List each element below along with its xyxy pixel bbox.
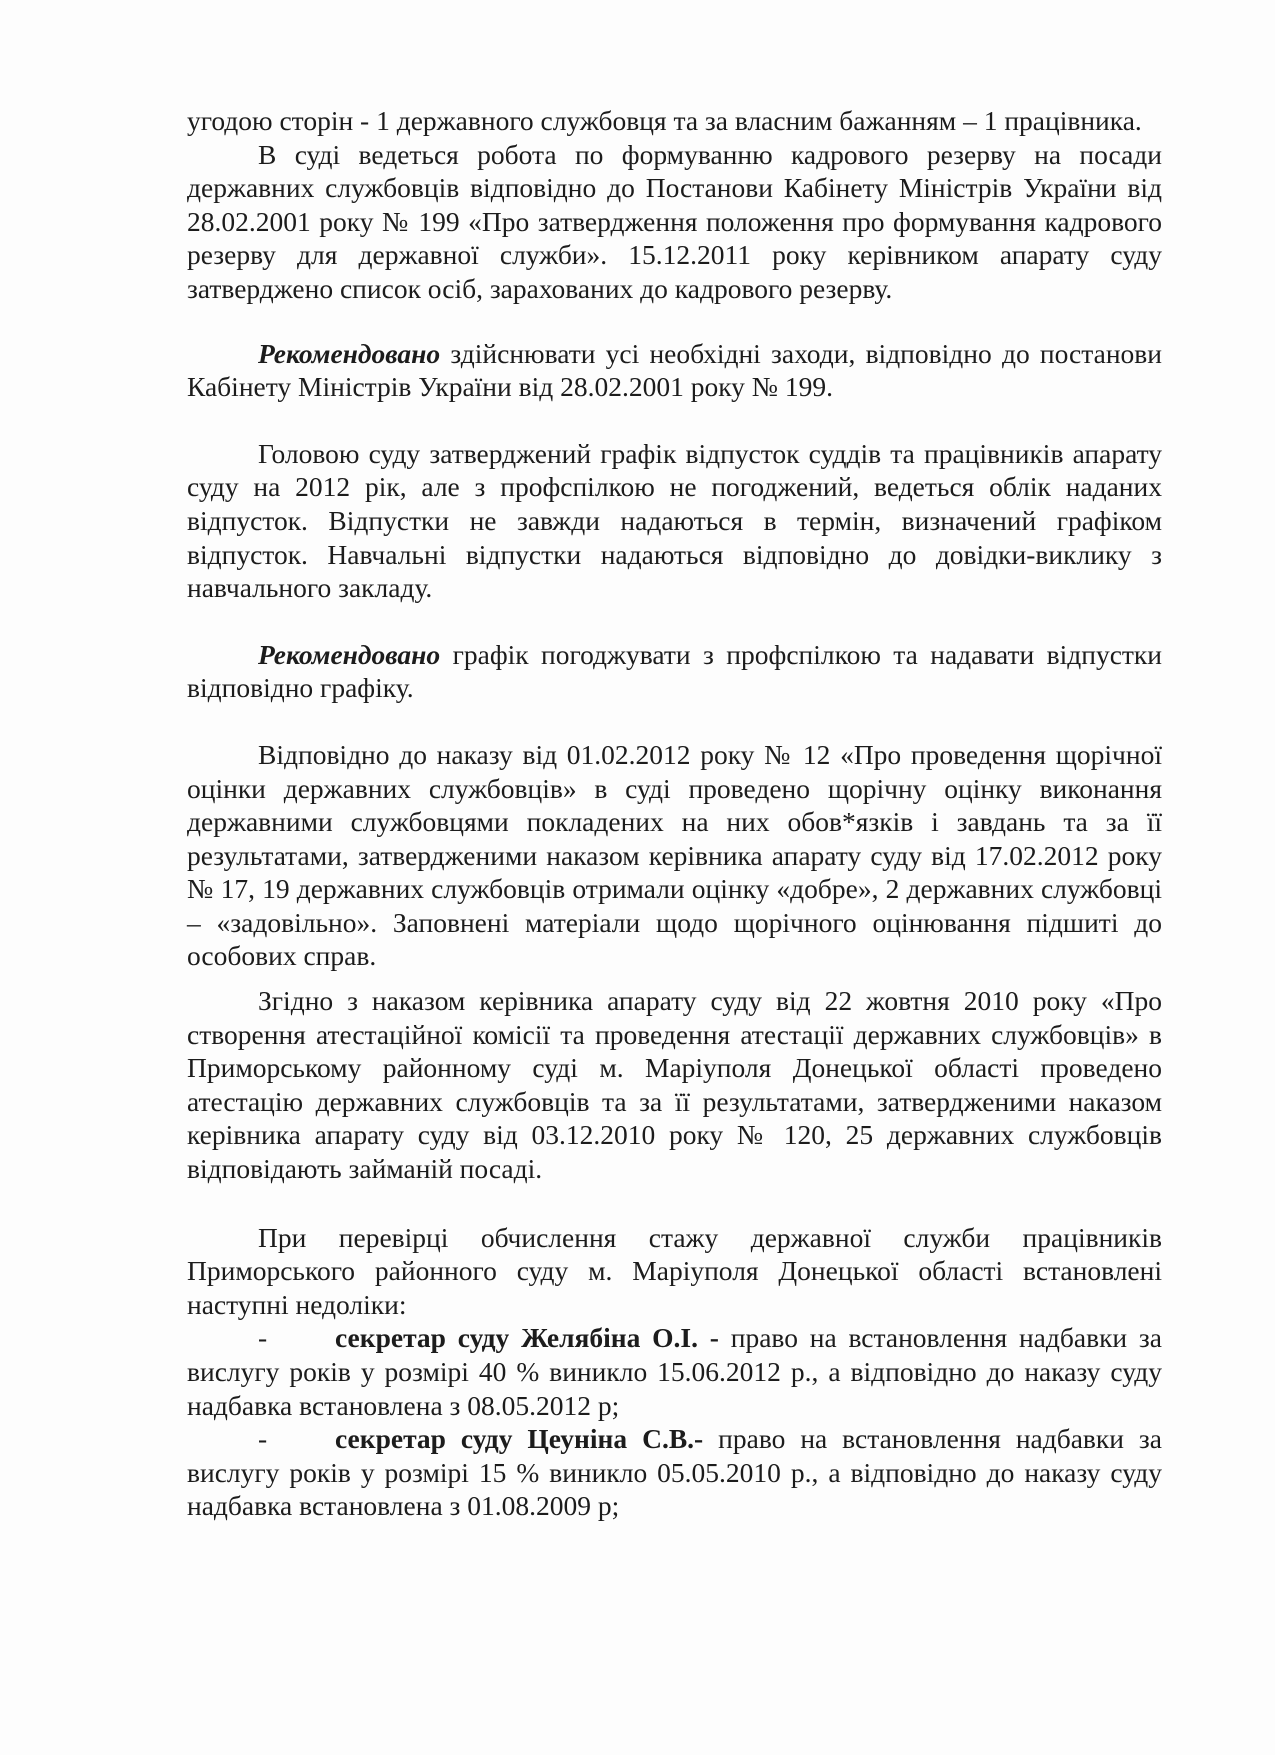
document-body (187, 104, 1162, 1523)
paragraph-annual-evaluation (187, 738, 1162, 973)
paragraph-text: Відповідно до наказу від 01.02.2012 року № 12 «Про проведення щорічної оцінки державних службовців» в суді проведено щорічну оцінку виконання державними службовцями покладених на них обов*язків і завдань та за її результатами, затвердженими наказом керівника апарату суду від 17.02.2012 року № 17, 19 державних службовців отримали оцінку «добре», 2 державних службовці – «задовільно». Заповнені матеріали щодо щорічного оцінювання підшиті до особових справ. (187, 738, 1162, 972)
paragraph-text: графік погоджувати з профспілкою та надавати відпустки відповідно графіку. (187, 638, 1162, 704)
list-item (187, 1422, 1162, 1523)
paragraph-recommendation-vacation (187, 638, 1162, 705)
recommendation-lead: Рекомендовано (258, 638, 441, 670)
list-item (187, 1321, 1162, 1422)
recommendation-lead: Рекомендовано (258, 337, 441, 369)
paragraph-continuation (187, 104, 1162, 138)
paragraph-vacation-schedule (187, 437, 1162, 605)
list-marker: - (258, 1423, 268, 1455)
paragraph-text: угодою сторін - 1 державного службовця та за власним бажанням – 1 працівника. (187, 105, 1142, 136)
paragraph-recommendation-reserve (187, 337, 1162, 404)
paragraph-text: Головою суду затверджений графік відпусток суддів та працівників апарату суду на 2012 рік, але з профспілкою не погоджений, ведеться облік наданих відпусток. Відпустки не завжди надаються в термін, визначений графіком відпусток. Навчальні відпустки надаються відповідно до довідки-виклику з навчального закладу. (187, 437, 1162, 604)
paragraph-text: здійснювати усі необхідні заходи, відповідно до постанови Кабінету Міністрів України від 28.02.2001 року № 199. (187, 337, 1162, 403)
paragraph-text: При перевірці обчислення стажу державної служби працівників Приморського районного суду м. Маріуполя Донецької області встановлені наступні недоліки: (187, 1221, 1162, 1320)
paragraph-text: В суді ведеться робота по формуванню кадрового резерву на посади державних службовців відповідно до Постанови Кабінету Міністрів України від 28.02.2001 року № 199 «Про затвердження положення про формування кадрового резерву для державної служби». 15.12.2011 року керівником апарату суду затверджено список осіб, зарахованих до кадрового резерву. (187, 138, 1162, 304)
paragraph-attestation (187, 984, 1162, 1186)
paragraph-service-length-check (187, 1221, 1162, 1322)
list-marker: - (258, 1322, 268, 1354)
list-item-lead: секретар суду Желябіна О.І. - (335, 1322, 719, 1354)
list-item-lead: секретар суду Цеуніна С.В.- (335, 1423, 704, 1455)
paragraph-text: Згідно з наказом керівника апарату суду від 22 жовтня 2010 року «Про створення атестаційної комісії та проведення атестації державних службовців» в Приморському районному суді м. Маріуполя Донецької області проведено атестацію державних службовців та за її результатами, затвердженими наказом керівника апарату суду від 03.12.2010 року № 120, 25 державних службовців відповідають займаній посаді. (187, 985, 1162, 1185)
list-item-text: право на встановлення надбавки за вислугу років у розмірі 40 % виникло 15.06.2012 р., а відповідно до наказу суду надбавка встановлена з 08.05.2012 р; (187, 1322, 1163, 1421)
paragraph-personnel-reserve (187, 138, 1162, 306)
list-item-text: право на встановлення надбавки за вислугу років у розмірі 15 % виникло 05.05.2010 р., а відповідно до наказу суду надбавка встановлена з 01.08.2009 р; (187, 1423, 1163, 1522)
